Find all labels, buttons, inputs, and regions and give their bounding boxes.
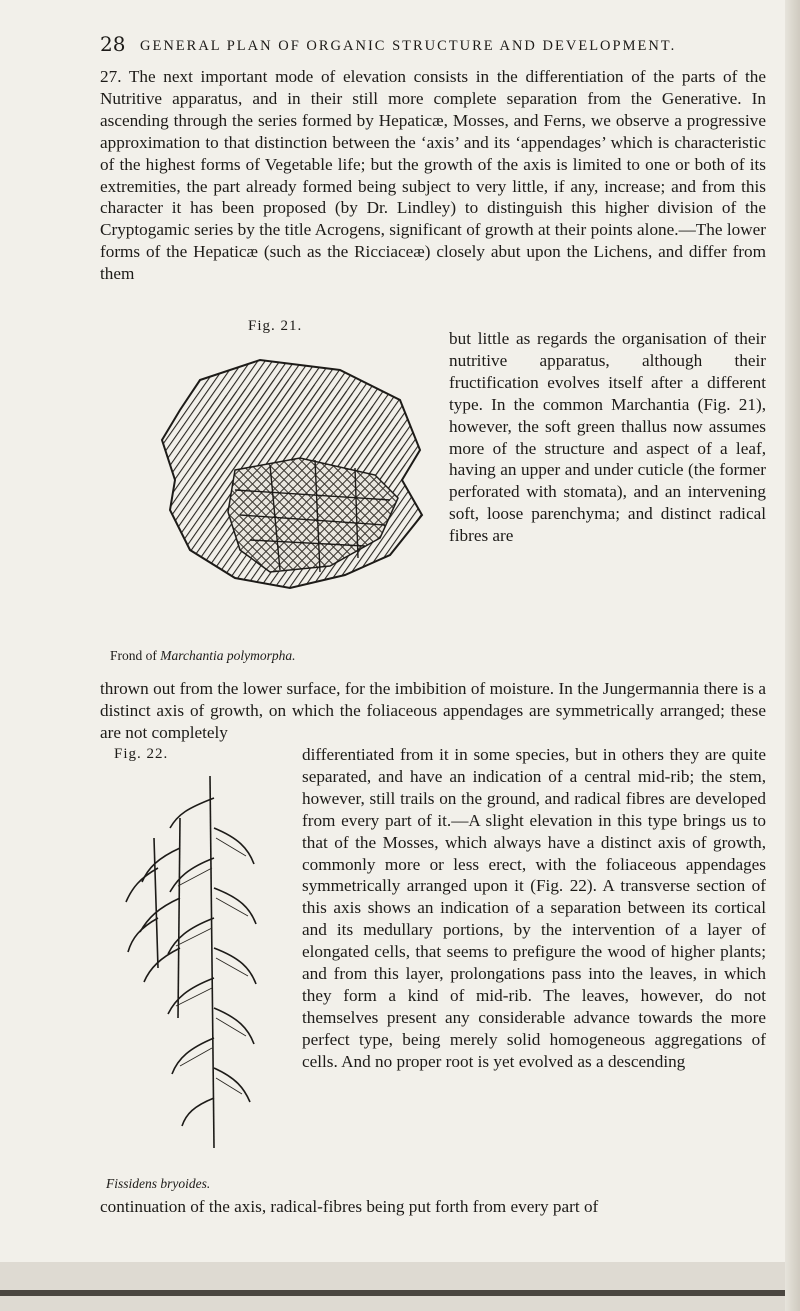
figure-22-label: Fig. 22. [114, 746, 169, 762]
paragraph-closing-text: continuation of the axis, radical-fibres being put forth from every part of [100, 1197, 599, 1216]
figure-21-caption [110, 648, 296, 664]
page-bottom-border [0, 1290, 785, 1296]
paragraph-middle-text: thrown out from the lower surface, for the imbibition of moisture. In the Jungermannia there is a distinct axis of growth, on which the foliaceous appendages are symmetrically arranged; these are not completely [100, 679, 766, 742]
figure-21-caption-species: Marchantia polymorpha. [160, 648, 296, 663]
figure-22-caption [106, 1176, 210, 1192]
paragraph-intro-text: 27. The next important mode of elevation consists in the differentiation of the parts of the Nutritive apparatus, and in their still more complete separation from the Generative. In ascending through the series formed by Hepaticæ, Mosses, and Ferns, we observe a progressive approximation to that distinction between the ‘axis’ and its ‘appendages’ which is characteristic of the highest forms of Vegetable life; but the growth of the axis is limited to one or both of its extremities, the part already formed being subject to very little, if any, increase; and from this character it has been proposed (by Dr. Lindley) to distinguish this higher division of the Cryptogamic series by the title Acrogens, significant of growth at their points alone.—The lower forms of the Hepaticæ (such as the Ricciaceæ) closely abut upon the Lichens, and differ from them [100, 67, 766, 284]
page-number: 28 [100, 32, 126, 56]
paragraph-beside-figure-21 [449, 328, 766, 547]
paragraph-beside-figure-21-text: but little as regards the organisation of their nutritive apparatus, although their fructification evolves itself after a different type. In the common Marchantia (Fig. 21), however, the soft green thallus now assumes more of the structure and aspect of a leaf, having an upper and under cuticle (the former perforated with stomata), and an intervening soft, loose parenchyma; and distinct radical fibres are [449, 329, 766, 546]
figure-22-caption-species: Fissidens bryoides. [106, 1176, 211, 1191]
page-edge [785, 0, 800, 1311]
paragraph-beside-figure-22-text: differentiated from it in some species, but in others they are quite separated, and have an indication of a central mid-rib; the stem, however, still trails on the ground, and radical fibres are developed from every part of it.—A slight elevation in this type brings us to that of the Mosses, which always have a distinct axis of growth, commonly more or less erect, with the foliaceous appendages symmetrically arranged upon it (Fig. 22). A transverse section of this axis shows an indication of a separation between its cortical and its medullary portions, by the intervention of a layer of elongated cells, that seems to prefigure the wood of higher plants; and from this layer, prolongations pass into the leaves, in which they form a kind of mid-rib. The leaves, however, do not themselves present any considerable advance towards the more perfect type, being merely solid homogeneous aggregations of cells. And no proper root is yet evolved as a descending [302, 745, 766, 1071]
figure-21-caption-prefix: Frond of [110, 648, 157, 663]
page-bottom-margin [0, 1262, 785, 1311]
paragraph-intro [100, 66, 766, 285]
figure-22 [108, 746, 274, 1196]
page-header [0, 0, 800, 70]
figure-21 [110, 318, 430, 668]
paragraph-closing [100, 1196, 766, 1218]
running-title: GENERAL PLAN OF ORGANIC STRUCTURE AND DEVELOPMENT. [140, 38, 677, 54]
paragraph-middle [100, 678, 766, 744]
figure-21-label: Fig. 21. [248, 318, 303, 334]
fissidens-moss-illustration [118, 768, 268, 1168]
paragraph-beside-figure-22 [302, 744, 766, 1073]
marchantia-frond-illustration [140, 340, 430, 640]
